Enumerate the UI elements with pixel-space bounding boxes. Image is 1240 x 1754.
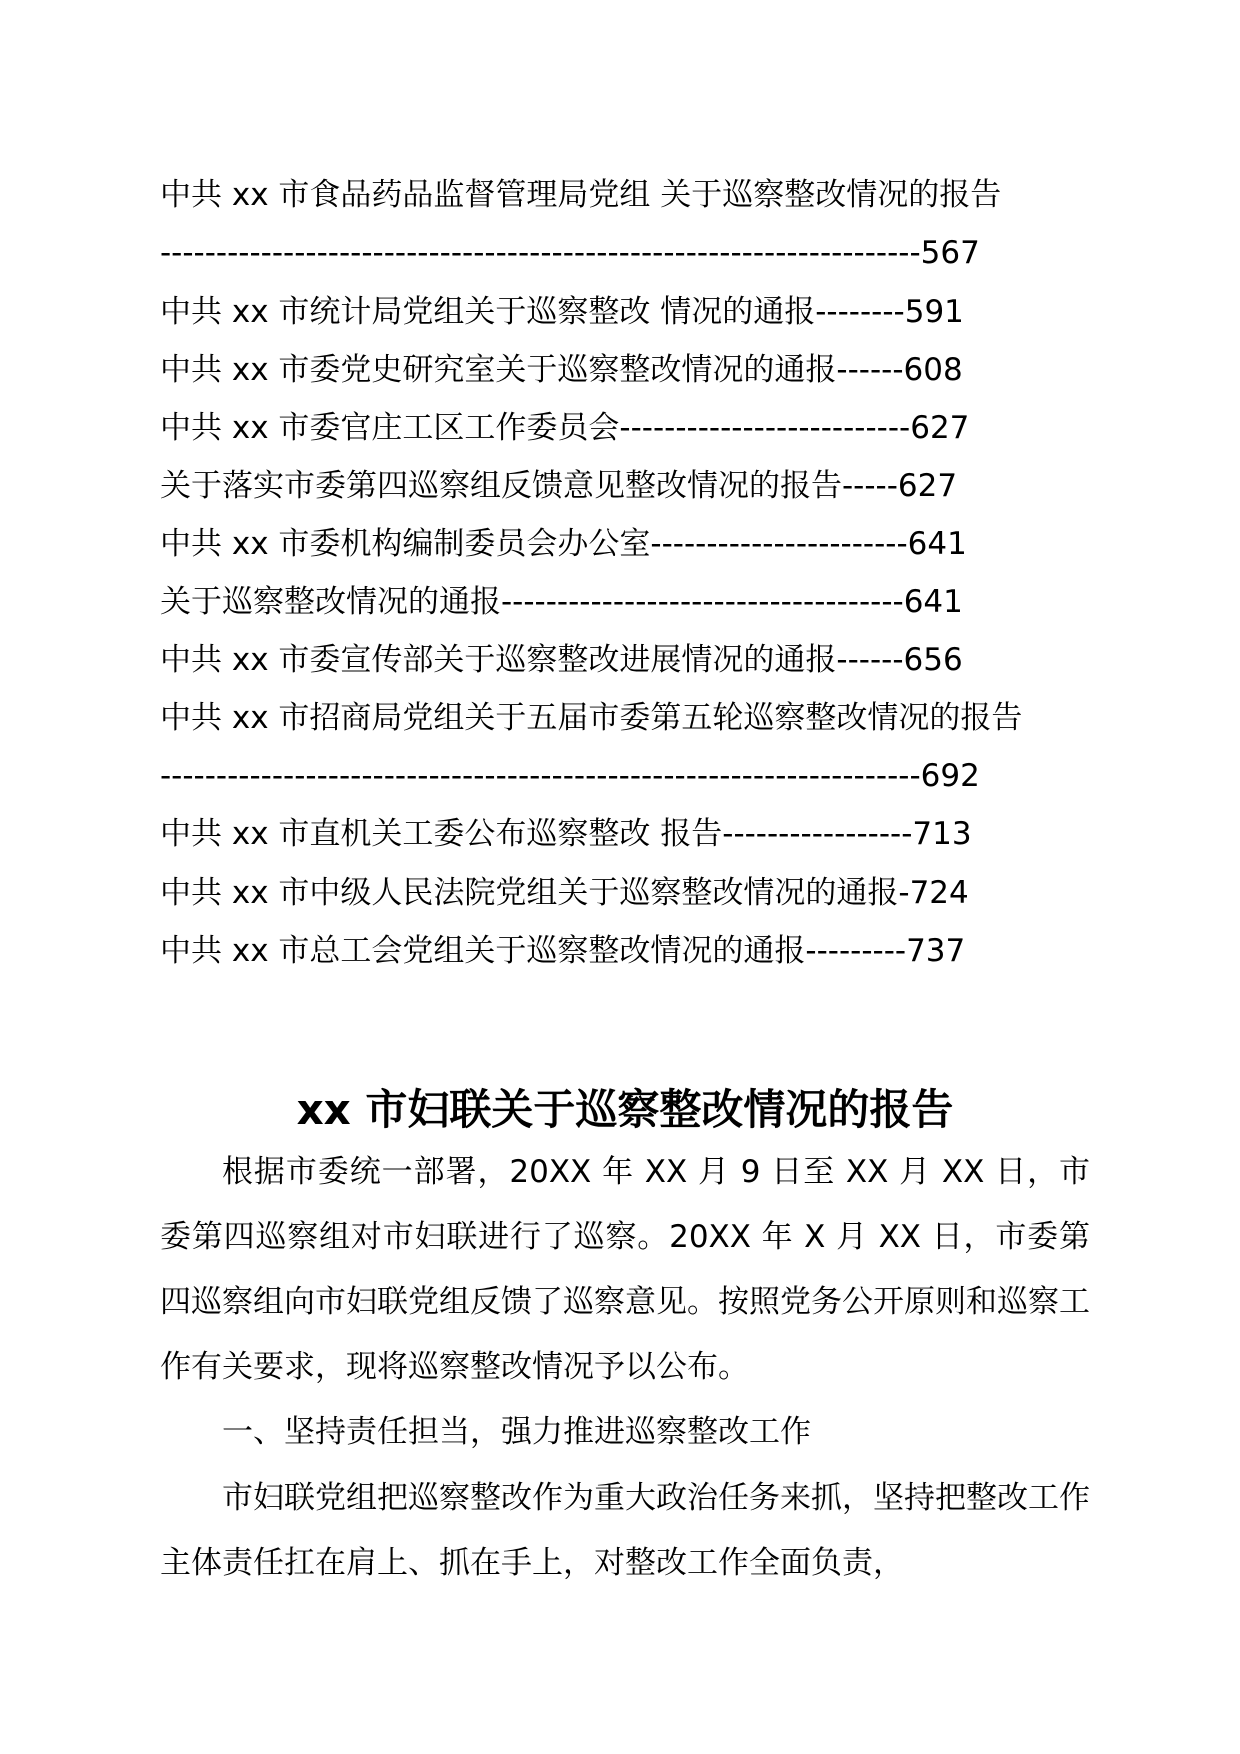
toc-entry: 中共 xx 市直机关工委公布巡察整改 报告-----------------713 [160, 816, 972, 852]
toc-entry: 中共 xx 市招商局党组关于五届市委第五轮巡察整改情况的报告 [160, 700, 1023, 736]
toc-entry: 中共 xx 市食品药品监督管理局党组 关于巡察整改情况的报告 [160, 177, 1002, 213]
toc-entry: 中共 xx 市总工会党组关于巡察整改情况的通报---------737 [160, 933, 966, 969]
toc-entry: 中共 xx 市委机构编制委员会办公室-----------------------641 [160, 526, 967, 562]
toc-entry: --------------------------------------------------------------------692 [160, 758, 980, 794]
toc-entry: 关于巡察整改情况的通报------------------------------------641 [160, 584, 963, 620]
toc-entry: 中共 xx 市委官庄工区工作委员会--------------------------627 [160, 410, 970, 446]
toc-entry: 关于落实市委第四巡察组反馈意见整改情况的报告-----627 [160, 468, 958, 504]
toc-entry: 中共 xx 市委党史研究室关于巡察整改情况的通报------608 [160, 352, 963, 388]
toc-entry: 中共 xx 市中级人民法院党组关于巡察整改情况的通报-724 [160, 875, 969, 911]
body-paragraph: 市妇联党组把巡察整改作为重大政治任务来抓，坚持把整改工作主体责任扛在肩上、抓在手上，对整改工作全面负责， [160, 1480, 1090, 1581]
article-title: xx 市妇联关于巡察整改情况的报告 [296, 1085, 954, 1134]
toc-entry: 中共 xx 市委宣传部关于巡察整改进展情况的通报------656 [160, 642, 963, 678]
toc-entry: 中共 xx 市统计局党组关于巡察整改 情况的通报--------591 [160, 294, 964, 330]
section-heading: 一、坚持责任担当，强力推进巡察整改工作 [222, 1414, 811, 1450]
intro-paragraph: 根据市委统一部署，20XX 年 XX 月 9 日至 XX 月 XX 日，市委第四巡察组对市妇联进行了巡察。20XX 年 X 月 XX 日，市委第四巡察组向市妇联党组反馈了巡察意见。按照党务公开原则和巡察工作有关要求，现将巡察整改情况予以公布。 [160, 1154, 1090, 1385]
toc-entry: --------------------------------------------------------------------567 [160, 235, 980, 271]
